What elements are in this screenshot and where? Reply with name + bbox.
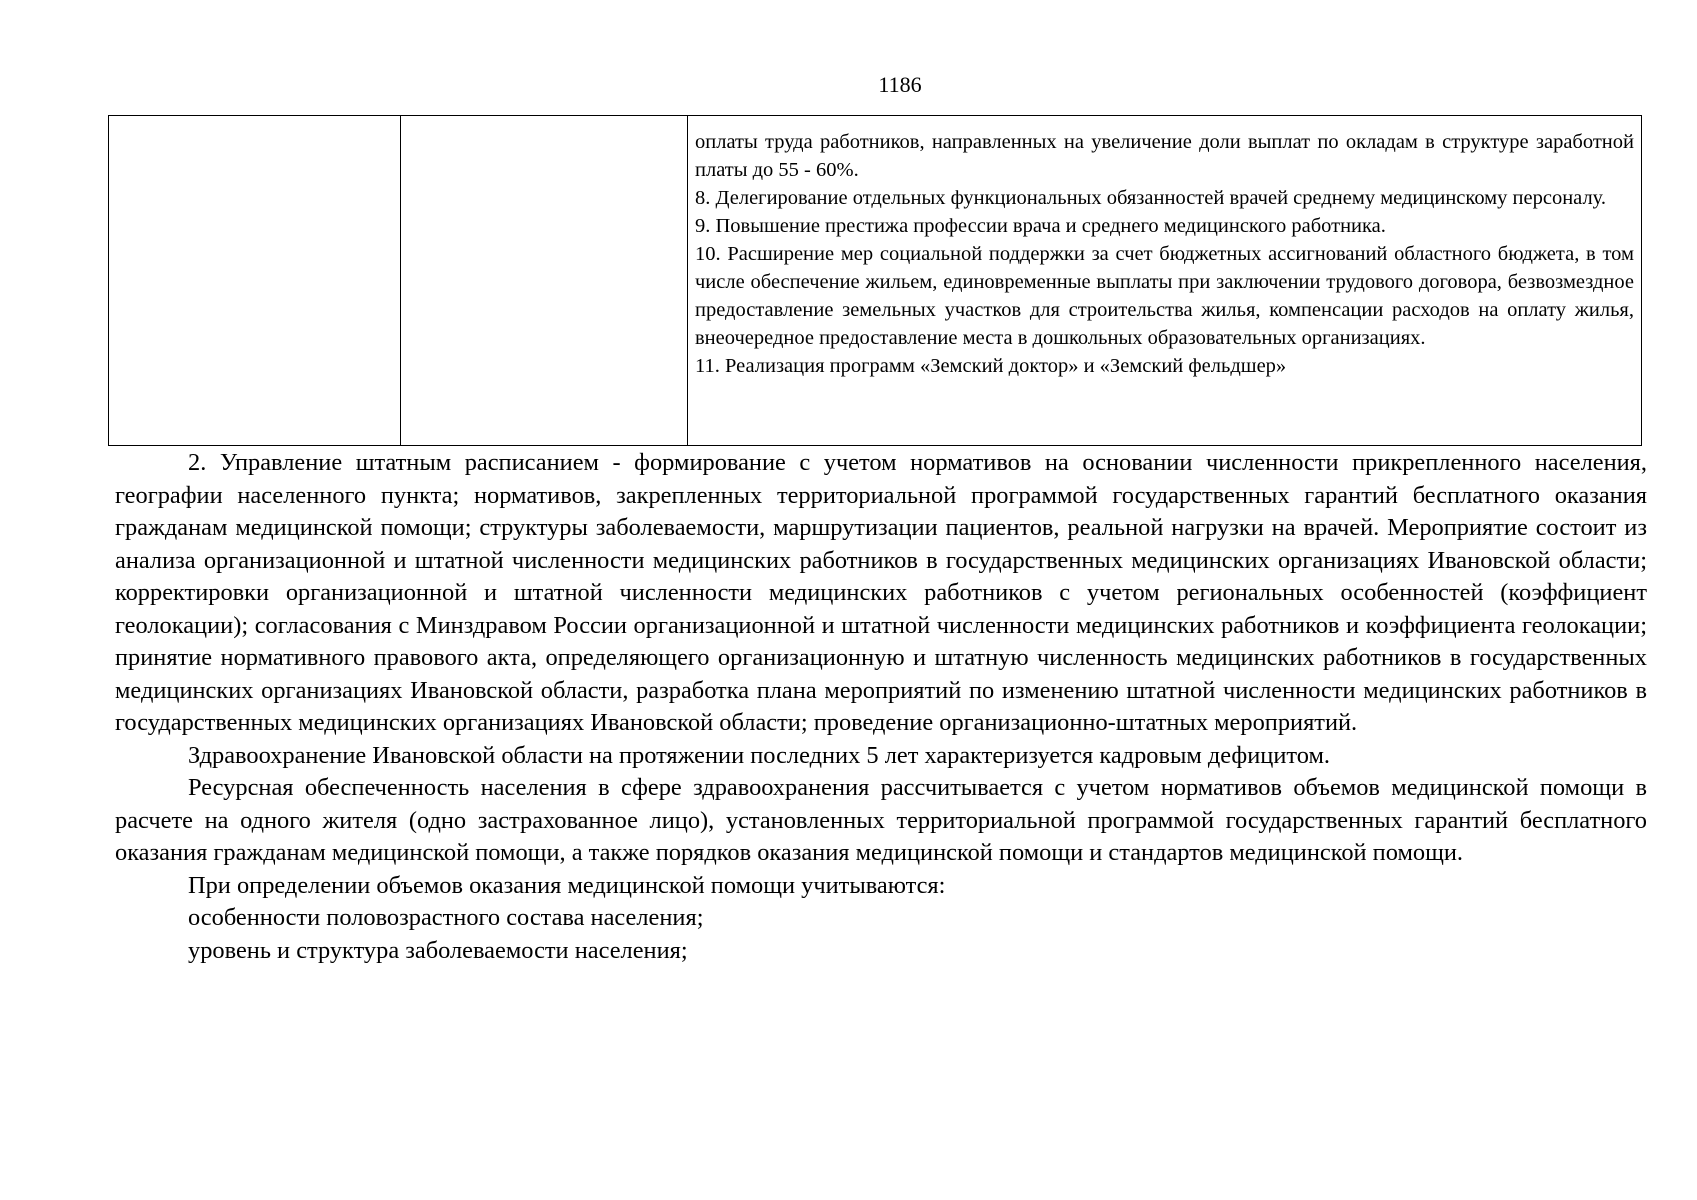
table-item: 10. Расширение мер социальной поддержки за счет бюджетных ассигнований областного бюджета, в том числе обеспечение жильем, единовременные выплаты при заключении трудового договора, безвозмездное предоставление земельных участков для строительства жилья, компенсации расходов на оплату жилья, внеочередное предоставление места в дошкольных образовательных организациях. (695, 243, 1634, 349)
table-item: 9. Повышение престижа профессии врача и среднего медицинского работника. (695, 215, 1386, 237)
paragraph-resources: Ресурсная обеспеченность населения в сфере здравоохранения рассчитывается с учетом нормативов объемов медицинской помощи в расчете на одного жителя (одно застрахованное лицо), установленных территориальной программой государственных гарантий бесплатного оказания гражданам медицинской помощи, а также порядков оказания медицинской помощи и стандартов медицинской помощи. (115, 774, 1647, 866)
paragraph-list-item: уровень и структура заболеваемости населения; (188, 936, 688, 964)
table-cell-measures (688, 116, 1642, 446)
table-item: оплаты труда работников, направленных на увеличение доли выплат по окладам в структуре заработной платы до 55 - 60%. (695, 131, 1634, 181)
table-cell-empty-2 (401, 116, 688, 446)
paragraph-staffing: 2. Управление штатным расписанием - формирование с учетом нормативов на основании численности прикрепленного населения, географии населенного пункта; нормативов, закрепленных территориальной программой государственных гарантий бесплатного оказания гражданам медицинской помощи; структуры заболеваемости, маршрутизации пациентов, реальной нагрузки на врачей. Мероприятие состоит из анализа организационной и штатной численности медицинских работников в государственных медицинских организациях Ивановской области; корректировки организационной и штатной численности медицинских работников с учетом региональных особенностей (коэффициент геолокации); согласования с Минздравом России организационной и штатной численности медицинских работников и коэффициента геолокации; принятие нормативного правового акта, определяющего организационную и штатную численность медицинских работников в государственных медицинских организациях Ивановской области, разработка плана мероприятий по изменению штатной численности медицинских работников в государственных медицинских организациях Ивановской области; проведение организационно-штатных мероприятий. (115, 449, 1647, 736)
table-item: 8. Делегирование отдельных функциональных обязанностей врачей среднему медицинскому персоналу. (695, 187, 1606, 209)
paragraph-volume-factors: При определении объемов оказания медицинской помощи учитываются: (188, 871, 946, 899)
table-cell-empty-1 (109, 116, 401, 446)
page-number: 1186 (878, 72, 922, 97)
table-row (109, 116, 1642, 446)
document-body (115, 447, 1647, 967)
paragraph-list-item: особенности половозрастного состава населения; (188, 904, 704, 931)
paragraph-deficit: Здравоохранение Ивановской области на протяжении последних 5 лет характеризуется кадровым дефицитом. (188, 741, 1330, 769)
measures-table (108, 115, 1642, 446)
table-item: 11. Реализация программ «Земский доктор» и «Земский фельдшер» (695, 355, 1287, 377)
